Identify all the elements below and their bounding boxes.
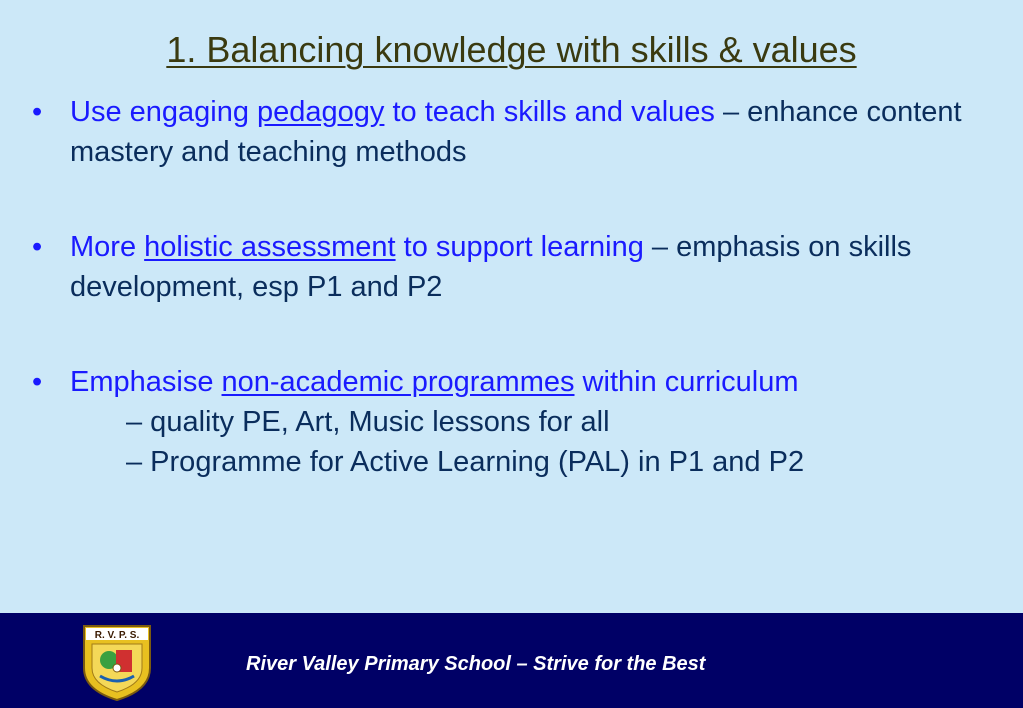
bullet-detail-text: – enhance content mastery and teaching methods <box>70 96 962 168</box>
sub-point-lessons: – quality PE, Art, Music lessons for all <box>126 406 610 438</box>
bullet-dot: • <box>32 231 43 263</box>
bullet-item-programmes <box>32 362 1007 482</box>
sub-point-pal: – Programme for Active Learning (PAL) in P1 and P2 <box>126 446 805 478</box>
bullet-lead-text: More <box>70 231 145 263</box>
bullet-detail-text: – emphasis on skills development, esp P1 and P2 <box>70 231 912 303</box>
school-crest-icon <box>82 624 152 702</box>
slide-title <box>0 28 1023 72</box>
holistic-assessment-link[interactable]: holistic assessment <box>144 231 396 263</box>
bullet-dot: • <box>32 96 43 128</box>
bullet-lead-text: Emphasise <box>70 366 222 398</box>
bullet-lead-text-end: to support learning <box>395 231 644 263</box>
crest-label: R. V. P. S. <box>94 630 140 641</box>
bullet-lead-text-end: to teach skills and values <box>384 96 715 128</box>
pedagogy-link[interactable]: pedagogy <box>257 96 385 128</box>
bullet-list <box>32 92 1007 482</box>
bullet-item-assessment <box>32 227 1007 307</box>
bullet-dot: • <box>32 366 43 398</box>
bullet-lead-text: Use engaging <box>70 96 258 128</box>
footer-motto: River Valley Primary School – Strive for the Best <box>246 653 706 675</box>
bullet-lead-text-end: within curriculum <box>574 366 799 398</box>
slide-title-text: 1. Balancing knowledge with skills & values <box>166 29 857 70</box>
footer-bar <box>0 613 1023 708</box>
non-academic-programmes-link[interactable]: non-academic programmes <box>221 366 575 398</box>
bullet-item-pedagogy <box>32 92 1007 172</box>
